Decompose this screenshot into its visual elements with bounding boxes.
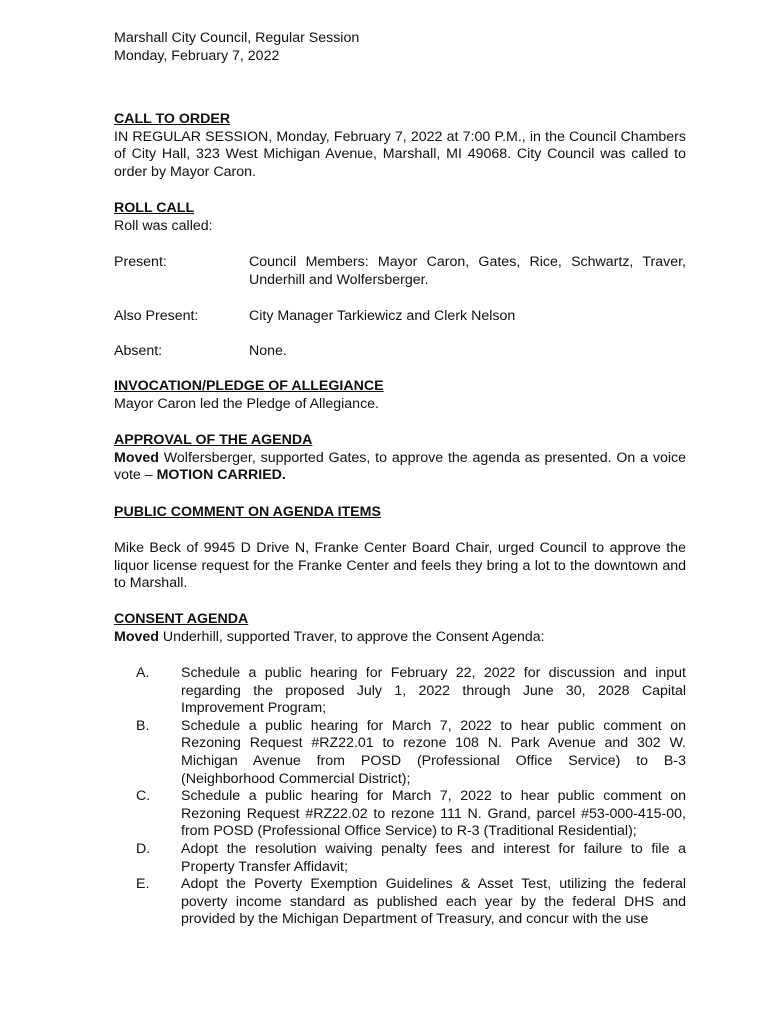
- consent-item-text: Adopt the Poverty Exemption Guidelines & Asset Test, utilizing the federal poverty income standard as published each year by the federal DHS and provided by the Michigan Department of Treasury, and concur with the use: [181, 876, 686, 928]
- section-roll-call: [114, 200, 686, 235]
- consent-heading: CONSENT AGENDA: [114, 611, 249, 627]
- header-title: Marshall City Council, Regular Session: [114, 30, 360, 46]
- public-comment-body: [114, 540, 686, 593]
- document-header: [114, 30, 686, 65]
- section-call-to-order: [114, 111, 686, 181]
- call-to-order-text: IN REGULAR SESSION, Monday, February 7, 2022 at 7:00 P.M., in the Council Chambers of City Hall, 323 West Michigan Avenue, Marshall, MI 49068. City Council was called to order by Mayor Caron.: [114, 128, 686, 180]
- call-to-order-heading: CALL TO ORDER: [114, 111, 231, 127]
- approval-heading: APPROVAL OF THE AGENDA: [114, 432, 313, 448]
- approval-motion-text: Wolfersberger, supported Gates, to approve the agenda as presented. On a voice vote –: [114, 449, 686, 484]
- consent-item-letter: D.: [136, 840, 151, 857]
- consent-text: [114, 629, 686, 647]
- consent-item-letter: C.: [136, 788, 151, 805]
- roll-call-text: Roll was called:: [114, 217, 213, 234]
- consent-item-text: Schedule a public hearing for February 22, 2022 for discussion and input regarding the proposed July 1, 2022 through June 30, 2028 Capital Improvement Program;: [181, 665, 686, 717]
- also-present-value: City Manager Tarkiewicz and Clerk Nelson: [249, 308, 516, 324]
- public-comment-heading: PUBLIC COMMENT ON AGENDA ITEMS: [114, 504, 381, 520]
- header-date: Monday, February 7, 2022: [114, 47, 280, 64]
- consent-motion-text: Underhill, supported Traver, to approve the Consent Agenda:: [158, 628, 545, 645]
- consent-item-letter: B.: [136, 717, 150, 734]
- consent-item-letter: A.: [136, 665, 150, 681]
- consent-item-text: Schedule a public hearing for March 7, 2022 to hear public comment on Rezoning Request #RZ22.01 to rezone 108 N. Park Avenue and 302 W. Michigan Avenue from POSD (Professional Office Service) to B-3 (Neighborhood Commercial District);: [181, 717, 686, 787]
- present-value: Council Members: Mayor Caron, Gates, Rice, Schwartz, Traver, Underhill and Wolfersberger.: [249, 254, 686, 288]
- consent-item-c: [114, 788, 686, 841]
- consent-item-b: [114, 718, 686, 788]
- approval-result: MOTION CARRIED.: [156, 467, 286, 484]
- consent-moved-label: Moved: [114, 628, 159, 645]
- section-approval-agenda: [114, 432, 686, 485]
- public-comment-text: Mike Beck of 9945 D Drive N, Franke Center Board Chair, urged Council to approve the liquor license request for the Franke Center and feels they bring a lot to the downtown and to Marshall.: [114, 540, 686, 592]
- section-consent-agenda: [114, 611, 686, 646]
- roll-call-heading: ROLL CALL: [114, 200, 195, 216]
- absent-value: None.: [249, 343, 287, 359]
- consent-items-list: [114, 665, 686, 929]
- consent-item-a: [114, 665, 686, 718]
- approval-text: [114, 450, 686, 485]
- invocation-text: Mayor Caron led the Pledge of Allegiance.: [114, 395, 379, 412]
- present-label: Present:: [114, 254, 167, 270]
- invocation-heading: INVOCATION/PLEDGE OF ALLEGIANCE: [114, 378, 384, 394]
- consent-item-d: [114, 841, 686, 876]
- section-invocation: [114, 378, 686, 413]
- consent-item-text: Schedule a public hearing for March 7, 2022 to hear public comment on Rezoning Request #RZ22.02 to rezone 111 N. Grand, parcel #53-000-415-00, from POSD (Professional Office Service) to R-3 (Traditional Residential);: [181, 788, 686, 840]
- consent-item-text: Adopt the resolution waiving penalty fees and interest for failure to file a Property Transfer Affidavit;: [181, 840, 686, 875]
- consent-item-letter: E.: [136, 876, 150, 893]
- section-public-comment: [114, 504, 686, 522]
- consent-item-e: [114, 876, 686, 929]
- absent-label: Absent:: [114, 343, 163, 359]
- also-present-label: Also Present:: [114, 308, 199, 324]
- approval-moved-label: Moved: [114, 449, 159, 466]
